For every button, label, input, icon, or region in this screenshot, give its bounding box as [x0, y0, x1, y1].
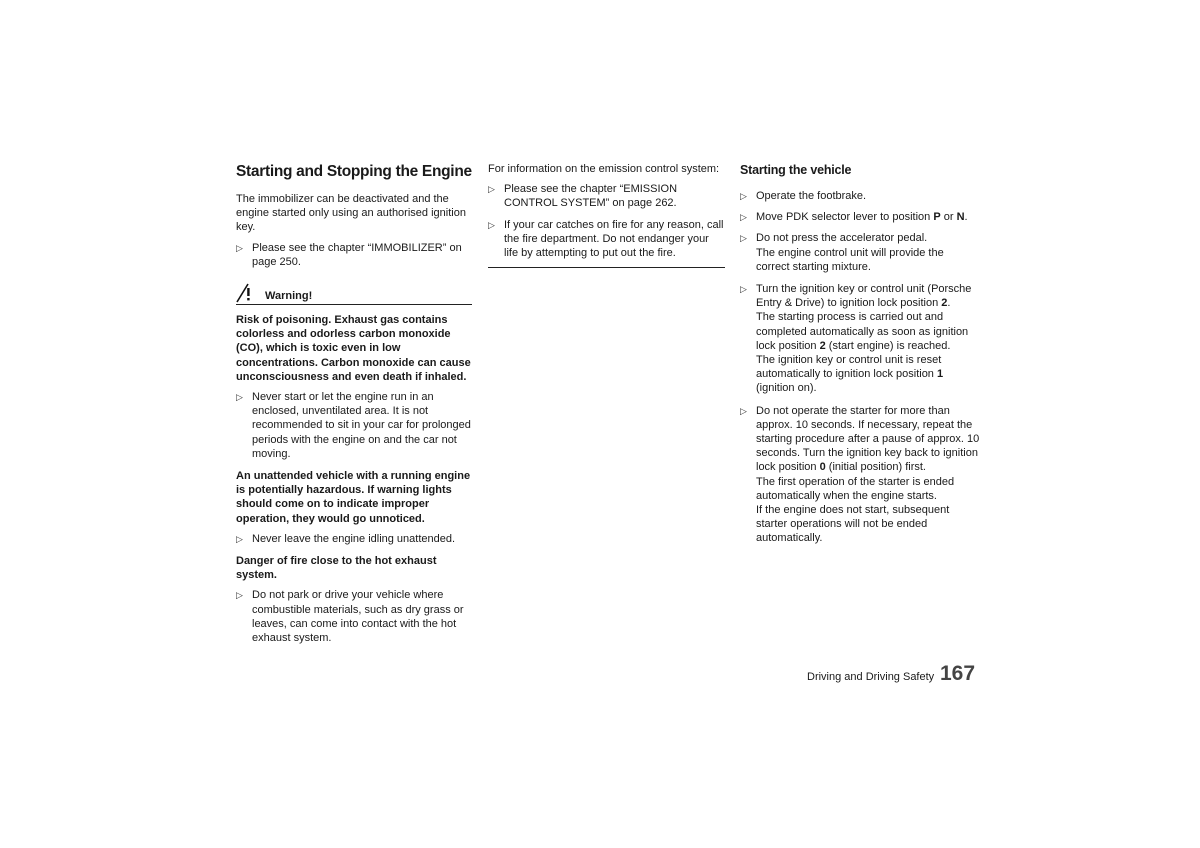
warning-text: Risk of poisoning. Exhaust gas contains colorless and odorless carbon monoxide (CO), which is toxic even in low concentrations. Carbon monoxide can cause unconsciousness and even death if inhaled. — [236, 314, 471, 383]
warning-text: An unattended vehicle with a running engine is potentially hazardous. If warning lights should come on to indicate improper operation, they would go unnoticed. — [236, 470, 471, 525]
section-title: Starting and Stopping the Engine — [236, 163, 472, 180]
step-text: Turn the ignition key or control unit (Porsche Entry & Drive) to ignition lock position 2. The starting process is carried out and completed automatically as soon as ignition lock position 2 (start engine) is reached. The ignition key or control unit is reset automatically to ignition lock position 1 (ignition on). — [756, 283, 972, 395]
step-item — [488, 218, 725, 261]
intro-paragraph: For information on the emission control system: — [488, 163, 720, 175]
warning-end-rule — [488, 267, 725, 268]
step-text: If your car catches on fire for any reason, call the fire department. Do not endanger your life by attempting to put out the fire. — [504, 218, 724, 260]
bullet-triangle-icon: ▷ — [236, 533, 243, 544]
warning-header — [236, 283, 472, 305]
step-item — [740, 282, 980, 396]
step-text: Never leave the engine idling unattended. — [252, 532, 456, 545]
bullet-triangle-icon: ▷ — [488, 219, 495, 230]
step-item — [740, 404, 980, 546]
bullet-triangle-icon: ▷ — [236, 242, 243, 253]
step-text: Move PDK selector lever to position P or N. — [756, 211, 968, 224]
step-item — [740, 210, 980, 224]
step-text: Do not press the accelerator pedal. The engine control unit will provide the correct starting mixture. — [756, 232, 944, 273]
subsection-title: Starting the vehicle — [740, 163, 852, 177]
page-footer — [807, 662, 977, 688]
bullet-triangle-icon: ▷ — [740, 233, 747, 244]
step-item — [740, 231, 980, 274]
step-item — [236, 532, 472, 546]
column-middle — [488, 162, 725, 268]
bullet-triangle-icon: ▷ — [236, 590, 243, 601]
position-1: 1 — [936, 368, 944, 381]
page-number: 167 — [940, 662, 976, 685]
bullet-triangle-icon: ▷ — [488, 184, 495, 195]
bullet-triangle-icon: ▷ — [740, 212, 747, 223]
step-text: Do not operate the starter for more than approx. 10 seconds. If necessary, repeat the starting procedure after a pause of approx. 10 seconds. Turn the ignition key back to ignition lock position 0 (initial position) first. The first operation of the starter is ended automatically when the engine starts. If the engine does not start, subsequent starter operations will not be ended automatically. — [756, 404, 980, 545]
position-0: 0 — [819, 461, 826, 474]
step-item — [488, 182, 725, 210]
bullet-triangle-icon: ▷ — [740, 405, 747, 416]
step-text: Operate the footbrake. — [756, 190, 867, 202]
warning-text: Danger of fire close to the hot exhaust system. — [236, 555, 437, 582]
intro-paragraph: The immobilizer can be deactivated and the engine started only using an authorised ignition key. — [236, 193, 466, 234]
step-text: Please see the chapter “EMISSION CONTROL SYSTEM” on page 262. — [504, 183, 678, 210]
position-p: P — [933, 211, 941, 224]
footer-section-title: Driving and Driving Safety — [807, 671, 935, 683]
warning-triangle-icon — [236, 283, 262, 303]
position-2: 2 — [941, 297, 948, 310]
step-item — [740, 189, 980, 203]
bullet-triangle-icon: ▷ — [740, 284, 747, 295]
step-text: Please see the chapter “IMMOBILIZER” on page 250. — [252, 241, 462, 268]
warning-label: Warning! — [265, 289, 313, 302]
step-item — [236, 390, 472, 461]
position-n: N — [956, 211, 965, 224]
column-right — [740, 160, 980, 553]
bullet-triangle-icon: ▷ — [740, 191, 747, 201]
column-left — [236, 160, 472, 652]
step-text: Never start or let the engine run in an enclosed, unventilated area. It is not recommended to sit in your car for prolonged periods with the engine on and the car not moving. — [252, 391, 471, 460]
position-2: 2 — [819, 339, 826, 352]
bullet-triangle-icon: ▷ — [236, 392, 243, 403]
step-item — [236, 588, 472, 645]
step-item — [236, 241, 472, 269]
step-text: Do not park or drive your vehicle where combustible materials, such as dry grass or leaves, can come into contact with the hot exhaust system. — [252, 589, 464, 645]
